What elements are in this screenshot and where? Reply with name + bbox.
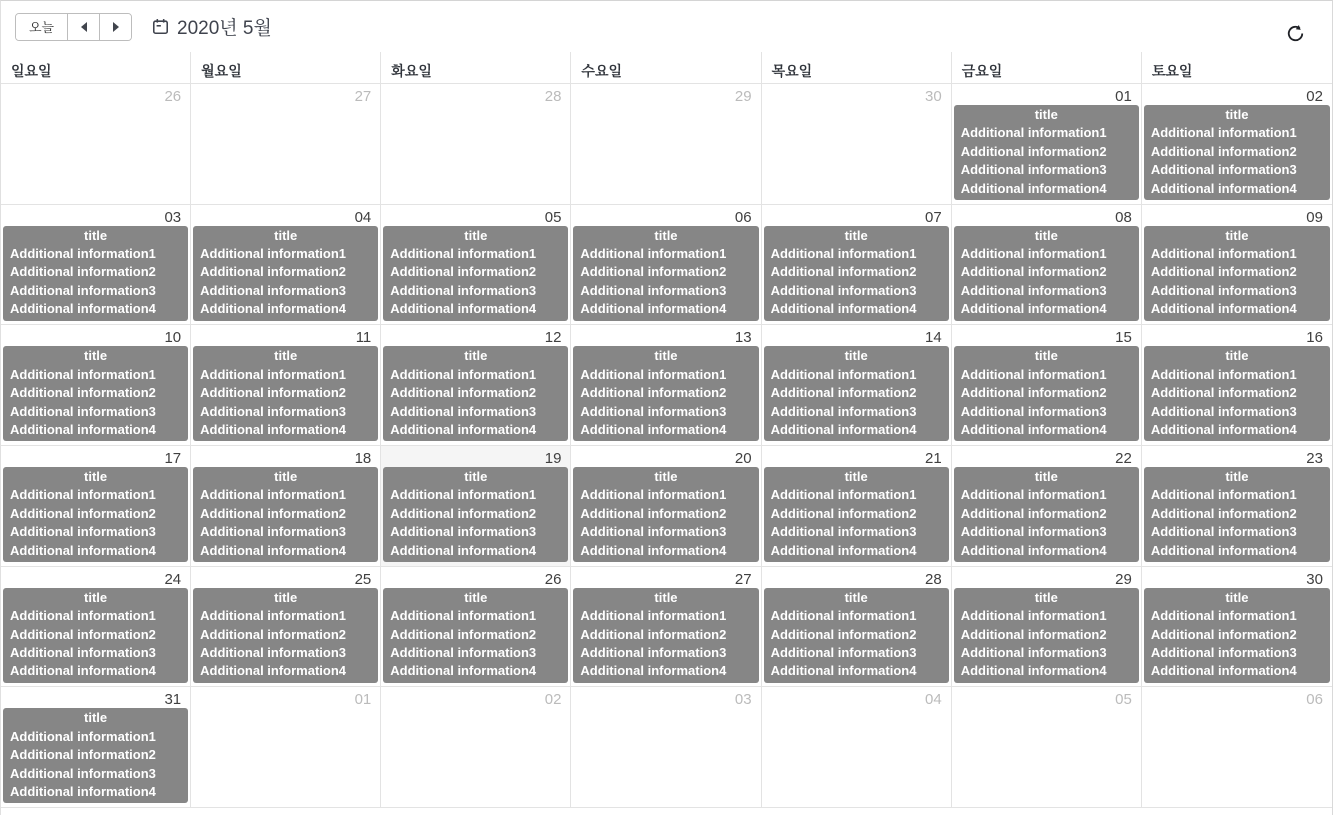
event-title: title <box>84 469 108 485</box>
event-info-line: Additional information2 <box>390 626 537 642</box>
day-number: 09 <box>1306 208 1323 226</box>
event-info-line: Additional information3 <box>200 282 347 298</box>
event-block[interactable] <box>193 588 378 683</box>
event-info-line: Additional information2 <box>960 626 1107 642</box>
week-row <box>1 205 1332 326</box>
day-cell[interactable] <box>762 205 952 325</box>
event-info-line: Additional information4 <box>1150 542 1297 558</box>
event-title: title <box>654 469 678 485</box>
event-info-line: Additional information1 <box>960 366 1107 382</box>
event-block[interactable] <box>383 467 568 562</box>
event-title: title <box>1034 469 1058 485</box>
event-info-line: Additional information2 <box>960 505 1107 521</box>
day-number: 22 <box>1115 450 1132 468</box>
day-number: 08 <box>1115 208 1132 226</box>
event-info-line: Additional information3 <box>580 403 727 419</box>
event-info-line: Additional information1 <box>1150 246 1297 262</box>
day-number: 27 <box>734 570 752 588</box>
event-block[interactable] <box>573 467 758 562</box>
event-info-line: Additional information3 <box>1150 282 1297 298</box>
day-cell[interactable] <box>1142 567 1332 687</box>
event-info-line: Additional information4 <box>10 421 156 437</box>
event-info-line: Additional information1 <box>1150 125 1297 141</box>
event-block[interactable] <box>954 346 1139 441</box>
event-title: title <box>654 227 678 243</box>
day-cell[interactable] <box>952 325 1142 445</box>
day-cell[interactable] <box>1 567 191 687</box>
day-cell[interactable] <box>762 446 952 566</box>
event-info-line: Additional information2 <box>770 264 917 280</box>
event-info-line: Additional information2 <box>200 385 347 401</box>
day-number: 02 <box>1306 88 1323 105</box>
event-info-line: Additional information4 <box>580 663 727 679</box>
event-info-line: Additional information2 <box>960 385 1107 401</box>
day-cell[interactable] <box>1142 687 1332 807</box>
event-title: title <box>1034 348 1058 364</box>
event-block[interactable] <box>3 346 188 441</box>
day-number: 15 <box>1115 329 1132 347</box>
event-info-line: Additional information4 <box>1150 180 1297 196</box>
event-info-line: Additional information4 <box>960 180 1107 196</box>
event-info-line: Additional information2 <box>1150 626 1297 642</box>
day-number: 06 <box>734 208 752 226</box>
event-title: title <box>464 469 488 485</box>
event-info-line: Additional information3 <box>580 644 727 660</box>
day-cell[interactable] <box>952 84 1142 204</box>
day-cell[interactable] <box>381 325 571 445</box>
event-info-line: Additional information4 <box>390 421 537 437</box>
day-cell[interactable] <box>952 567 1142 687</box>
day-cell[interactable] <box>1 446 191 566</box>
week-row <box>1 446 1332 567</box>
day-cell[interactable] <box>571 205 761 325</box>
day-number: 01 <box>354 691 372 709</box>
event-info-line: Additional information3 <box>10 403 156 419</box>
event-info-line: Additional information4 <box>10 301 156 317</box>
weekday-label-mon: 월요일 <box>191 52 381 83</box>
event-info-line: Additional information4 <box>390 301 537 317</box>
event-title: title <box>84 227 108 243</box>
day-number: 12 <box>544 329 562 347</box>
event-title: title <box>1034 589 1058 605</box>
event-info-line: Additional information1 <box>770 487 917 503</box>
day-number: 03 <box>164 208 182 226</box>
weekday-label-tue: 화요일 <box>381 52 571 83</box>
event-info-line: Additional information3 <box>390 524 537 540</box>
event-info-line: Additional information1 <box>10 487 156 503</box>
event-info-line: Additional information1 <box>1150 608 1297 624</box>
event-info-line: Additional information1 <box>770 246 917 262</box>
day-cell[interactable] <box>191 446 381 566</box>
event-info-line: Additional information1 <box>580 487 727 503</box>
event-info-line: Additional information4 <box>200 542 347 558</box>
event-info-line: Additional information2 <box>10 505 156 521</box>
event-info-line: Additional information3 <box>390 644 537 660</box>
event-info-line: Additional information4 <box>390 542 537 558</box>
event-block[interactable] <box>1144 105 1330 200</box>
event-info-line: Additional information1 <box>10 246 156 262</box>
day-cell[interactable] <box>381 687 571 807</box>
event-info-line: Additional information3 <box>580 524 727 540</box>
event-info-line: Additional information4 <box>200 421 347 437</box>
event-block[interactable] <box>193 467 378 562</box>
event-info-line: Additional information1 <box>960 608 1107 624</box>
event-block[interactable] <box>1144 467 1330 562</box>
day-number: 26 <box>544 570 562 588</box>
day-number: 27 <box>354 88 372 105</box>
day-cell[interactable] <box>571 325 761 445</box>
day-cell[interactable] <box>1 205 191 325</box>
event-title: title <box>1225 227 1249 243</box>
event-info-line: Additional information1 <box>960 125 1107 141</box>
day-number: 03 <box>734 691 752 709</box>
event-info-line: Additional information2 <box>580 385 727 401</box>
event-info-line: Additional information2 <box>580 505 727 521</box>
event-title: title <box>274 227 298 243</box>
day-number: 28 <box>925 570 942 588</box>
event-info-line: Additional information4 <box>10 663 156 679</box>
event-info-line: Additional information3 <box>1150 644 1297 660</box>
event-info-line: Additional information1 <box>1150 366 1297 382</box>
day-cell[interactable] <box>381 205 571 325</box>
event-block[interactable] <box>764 588 949 683</box>
day-cell[interactable] <box>571 687 761 807</box>
weekday-header <box>1 52 1332 84</box>
event-title: title <box>1225 469 1249 485</box>
event-title: title <box>844 469 868 485</box>
event-info-line: Additional information1 <box>960 246 1107 262</box>
event-info-line: Additional information3 <box>390 282 537 298</box>
day-cell[interactable] <box>1 687 191 807</box>
event-title: title <box>654 589 678 605</box>
day-cell[interactable] <box>762 325 952 445</box>
day-cell[interactable] <box>1142 84 1332 204</box>
event-info-line: Additional information1 <box>10 366 156 382</box>
event-block[interactable] <box>954 105 1139 200</box>
day-number: 06 <box>1306 691 1323 709</box>
event-info-line: Additional information4 <box>960 421 1107 437</box>
day-number: 30 <box>1306 570 1323 588</box>
event-info-line: Additional information3 <box>10 282 156 298</box>
weekday-label-fri: 금요일 <box>952 52 1142 83</box>
weekday-label-wed: 수요일 <box>571 52 761 83</box>
event-block[interactable] <box>573 346 758 441</box>
week-row <box>1 567 1332 688</box>
day-cell[interactable] <box>571 84 761 204</box>
day-cell[interactable] <box>571 567 761 687</box>
event-title: title <box>464 589 488 605</box>
event-info-line: Additional information3 <box>200 403 347 419</box>
day-cell[interactable] <box>952 446 1142 566</box>
event-title: title <box>274 348 298 364</box>
event-info-line: Additional information4 <box>1150 301 1297 317</box>
weekday-label-sun: 일요일 <box>1 52 191 83</box>
week-row <box>1 687 1332 808</box>
event-info-line: Additional information3 <box>10 524 156 540</box>
toolbar <box>1 1 1332 52</box>
event-title: title <box>1225 589 1249 605</box>
event-block[interactable] <box>764 467 949 562</box>
event-info-line: Additional information2 <box>390 505 537 521</box>
day-number: 04 <box>925 691 942 709</box>
event-info-line: Additional information2 <box>770 385 917 401</box>
event-block[interactable] <box>1144 588 1330 683</box>
event-info-line: Additional information4 <box>200 301 347 317</box>
event-info-line: Additional information3 <box>1150 403 1297 419</box>
day-cell[interactable] <box>191 567 381 687</box>
event-info-line: Additional information3 <box>960 524 1107 540</box>
event-info-line: Additional information4 <box>200 663 347 679</box>
day-number: 31 <box>164 691 182 709</box>
event-title: title <box>84 589 108 605</box>
event-info-line: Additional information3 <box>770 403 917 419</box>
event-info-line: Additional information3 <box>770 524 917 540</box>
event-info-line: Additional information3 <box>960 644 1107 660</box>
day-number: 10 <box>164 329 182 347</box>
event-info-line: Additional information2 <box>770 626 917 642</box>
event-block[interactable] <box>1144 226 1330 321</box>
event-info-line: Additional information4 <box>390 663 537 679</box>
day-cell[interactable] <box>191 205 381 325</box>
event-info-line: Additional information2 <box>1150 385 1297 401</box>
refresh-icon <box>1286 31 1305 46</box>
event-info-line: Additional information4 <box>10 542 156 558</box>
event-info-line: Additional information4 <box>770 663 917 679</box>
event-info-line: Additional information2 <box>580 264 727 280</box>
event-info-line: Additional information2 <box>390 264 537 280</box>
event-info-line: Additional information1 <box>200 366 347 382</box>
event-block[interactable] <box>573 588 758 683</box>
chevron-left-icon <box>81 22 87 32</box>
event-info-line: Additional information1 <box>10 608 156 624</box>
event-info-line: Additional information4 <box>1150 421 1297 437</box>
day-cell[interactable] <box>1142 325 1332 445</box>
day-number: 17 <box>164 450 182 468</box>
event-block[interactable] <box>954 467 1139 562</box>
event-block[interactable] <box>193 346 378 441</box>
day-number: 23 <box>1306 450 1323 468</box>
day-cell[interactable] <box>762 567 952 687</box>
day-cell[interactable] <box>1 84 191 204</box>
event-block[interactable] <box>3 588 188 683</box>
event-block[interactable] <box>3 467 188 562</box>
event-info-line: Additional information2 <box>960 264 1107 280</box>
day-number: 20 <box>734 450 752 468</box>
event-info-line: Additional information3 <box>580 282 727 298</box>
event-block[interactable] <box>573 226 758 321</box>
event-info-line: Additional information2 <box>200 264 347 280</box>
event-info-line: Additional information1 <box>770 608 917 624</box>
nav-button-group <box>15 13 132 41</box>
event-title: title <box>274 469 298 485</box>
today-button[interactable]: 오늘 <box>16 14 67 40</box>
event-info-line: Additional information1 <box>580 608 727 624</box>
event-info-line: Additional information1 <box>390 487 537 503</box>
event-info-line: Additional information4 <box>960 301 1107 317</box>
day-number: 28 <box>544 88 562 105</box>
day-number: 29 <box>1115 570 1132 588</box>
event-info-line: Additional information1 <box>390 608 537 624</box>
day-number: 07 <box>925 208 942 226</box>
event-info-line: Additional information3 <box>960 403 1107 419</box>
day-cell[interactable] <box>762 84 952 204</box>
day-cell[interactable] <box>952 687 1142 807</box>
event-info-line: Additional information4 <box>1150 663 1297 679</box>
event-info-line: Additional information1 <box>390 246 537 262</box>
event-info-line: Additional information4 <box>770 542 917 558</box>
event-block[interactable] <box>383 588 568 683</box>
day-cell[interactable] <box>381 567 571 687</box>
event-info-line: Additional information2 <box>1150 143 1297 159</box>
event-info-line: Additional information2 <box>10 747 156 763</box>
event-block[interactable] <box>193 226 378 321</box>
event-info-line: Additional information2 <box>1150 264 1297 280</box>
day-cell[interactable] <box>191 84 381 204</box>
day-cell[interactable] <box>381 446 571 566</box>
event-title: title <box>274 589 298 605</box>
event-block[interactable] <box>1144 346 1330 441</box>
event-info-line: Additional information3 <box>1150 524 1297 540</box>
chevron-right-icon <box>113 22 119 32</box>
event-block[interactable] <box>954 226 1139 321</box>
event-info-line: Additional information2 <box>770 505 917 521</box>
weekday-label-thu: 목요일 <box>762 52 952 83</box>
week-row <box>1 325 1332 446</box>
event-info-line: Additional information4 <box>580 421 727 437</box>
day-cell[interactable] <box>381 84 571 204</box>
weekday-label-sat: 토요일 <box>1151 63 1193 79</box>
event-info-line: Additional information1 <box>200 487 347 503</box>
event-info-line: Additional information4 <box>10 783 156 799</box>
week-row <box>1 84 1332 205</box>
day-number: 26 <box>164 88 182 105</box>
event-info-line: Additional information3 <box>10 765 156 781</box>
day-cell[interactable] <box>1 325 191 445</box>
event-info-line: Additional information4 <box>960 542 1107 558</box>
event-info-line: Additional information2 <box>200 505 347 521</box>
event-info-line: Additional information3 <box>1150 162 1297 178</box>
event-title: title <box>844 348 868 364</box>
event-info-line: Additional information3 <box>10 644 156 660</box>
event-title: title <box>844 589 868 605</box>
event-info-line: Additional information4 <box>960 663 1107 679</box>
day-cell[interactable] <box>1142 205 1332 325</box>
day-number: 11 <box>355 329 372 347</box>
day-cell[interactable] <box>571 446 761 566</box>
event-title: title <box>844 227 868 243</box>
event-block[interactable] <box>954 588 1139 683</box>
day-number: 05 <box>544 208 562 226</box>
day-cell[interactable] <box>1142 446 1332 566</box>
calendar-grid <box>1 84 1332 808</box>
event-block[interactable] <box>383 226 568 321</box>
event-info-line: Additional information2 <box>580 626 727 642</box>
event-block[interactable] <box>764 226 949 321</box>
calendar-icon <box>152 18 169 35</box>
day-number: 05 <box>1115 691 1132 709</box>
day-number: 18 <box>354 450 372 468</box>
event-title: title <box>84 710 108 726</box>
event-title: title <box>1034 227 1058 243</box>
event-info-line: Additional information2 <box>390 385 537 401</box>
event-info-line: Additional information2 <box>10 626 156 642</box>
event-info-line: Additional information3 <box>200 644 347 660</box>
event-title: title <box>654 348 678 364</box>
day-number: 21 <box>925 450 942 468</box>
event-info-line: Additional information1 <box>390 366 537 382</box>
event-title: title <box>464 227 488 243</box>
prev-month-button[interactable] <box>67 14 99 40</box>
event-info-line: Additional information3 <box>960 162 1107 178</box>
event-info-line: Additional information3 <box>960 282 1107 298</box>
event-info-line: Additional information3 <box>770 644 917 660</box>
event-info-line: Additional information3 <box>770 282 917 298</box>
event-info-line: Additional information1 <box>960 487 1107 503</box>
event-info-line: Additional information3 <box>390 403 537 419</box>
event-block[interactable] <box>3 708 188 803</box>
calendar-title: 2020년 5월 <box>177 18 272 39</box>
event-info-line: Additional information1 <box>580 246 727 262</box>
day-cell[interactable] <box>191 687 381 807</box>
event-info-line: Additional information2 <box>10 385 156 401</box>
day-number: 29 <box>734 88 752 105</box>
day-cell[interactable] <box>952 205 1142 325</box>
event-title: title <box>84 348 108 364</box>
day-number: 25 <box>354 570 372 588</box>
event-title: title <box>1034 107 1058 122</box>
event-title: title <box>464 348 488 364</box>
event-info-line: Additional information4 <box>580 301 727 317</box>
event-title: title <box>1225 348 1249 364</box>
day-number: 30 <box>925 88 942 105</box>
event-info-line: Additional information2 <box>960 143 1107 159</box>
event-title: title <box>1225 107 1249 122</box>
event-info-line: Additional information4 <box>770 301 917 317</box>
day-number: 24 <box>164 570 182 588</box>
event-info-line: Additional information2 <box>200 626 347 642</box>
refresh-button[interactable] <box>1284 24 1306 46</box>
next-month-button[interactable] <box>99 14 131 40</box>
day-cell[interactable] <box>191 325 381 445</box>
event-info-line: Additional information1 <box>200 246 347 262</box>
day-number: 19 <box>544 450 562 468</box>
day-number: 16 <box>1306 329 1323 347</box>
event-info-line: Additional information1 <box>580 366 727 382</box>
day-number: 02 <box>544 691 562 709</box>
day-number: 01 <box>1115 88 1132 105</box>
day-cell[interactable] <box>762 687 952 807</box>
event-info-line: Additional information1 <box>200 608 347 624</box>
day-number: 14 <box>925 329 942 347</box>
event-info-line: Additional information1 <box>10 728 156 744</box>
event-info-line: Additional information1 <box>1150 487 1297 503</box>
day-number: 13 <box>734 329 752 347</box>
event-info-line: Additional information3 <box>200 524 347 540</box>
event-info-line: Additional information2 <box>10 264 156 280</box>
event-block[interactable] <box>383 346 568 441</box>
event-info-line: Additional information4 <box>580 542 727 558</box>
event-info-line: Additional information1 <box>770 366 917 382</box>
title-wrap <box>152 13 272 40</box>
event-info-line: Additional information2 <box>1150 505 1297 521</box>
day-number: 04 <box>354 208 372 226</box>
event-info-line: Additional information4 <box>770 421 917 437</box>
event-block[interactable] <box>764 346 949 441</box>
event-block[interactable] <box>3 226 188 321</box>
